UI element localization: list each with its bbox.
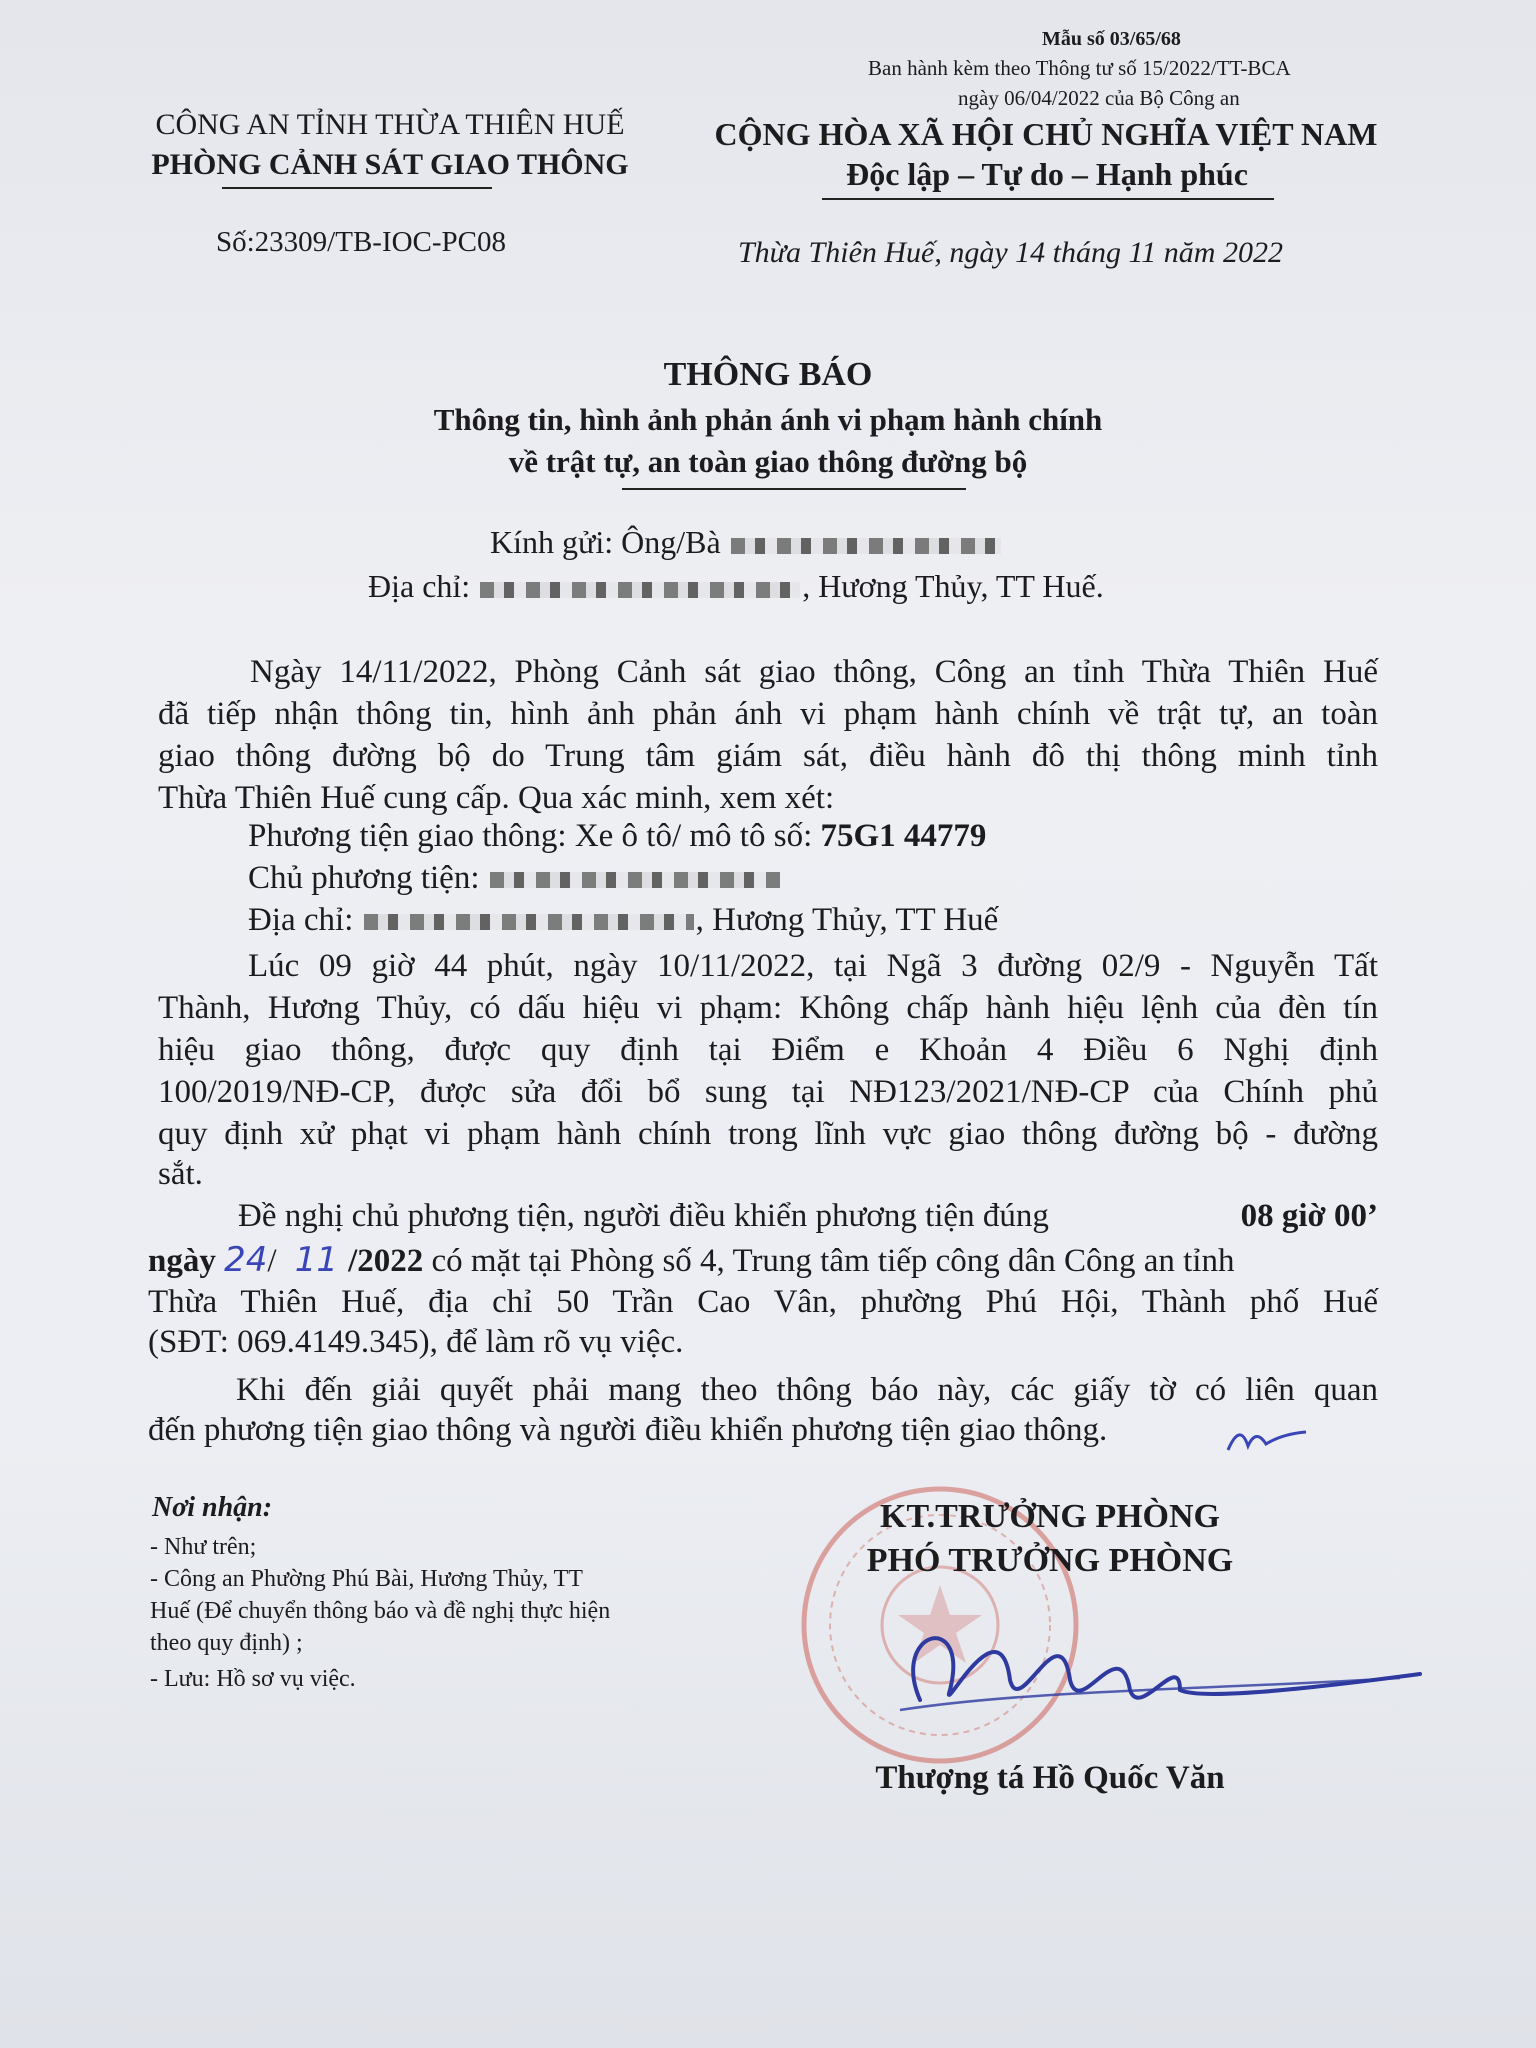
signer-name: Thượng tá Hồ Quốc Văn xyxy=(875,1760,1225,1796)
owner-label: Chủ phương tiện: xyxy=(248,860,480,896)
document-subtitle-1: Thông tin, hình ảnh phản ánh vi phạm hành chính xyxy=(433,402,1103,437)
recipients-item: - Lưu: Hồ sơ vụ việc. xyxy=(150,1666,356,1692)
para2-line: 100/2019/NĐ-CP, được sửa đổi bổ sung tại NĐ123/2021/NĐ-CP của Chính phủ xyxy=(158,1074,1378,1110)
para1-line: Ngày 14/11/2022, Phòng Cảnh sát giao thông, Công an tỉnh Thừa Thiên Huế xyxy=(250,654,1378,690)
para3-line: (SĐT: 069.4149.345), để làm rõ vụ việc. xyxy=(148,1324,684,1360)
recipients-item: - Công an Phường Phú Bài, Hương Thủy, TT xyxy=(150,1566,583,1592)
redacted-name xyxy=(731,538,1001,554)
recipients-item: theo quy định) ; xyxy=(150,1630,303,1656)
appointment-year: /2022 xyxy=(348,1243,424,1279)
recipients-label: Nơi nhận: xyxy=(152,1492,273,1523)
title-underline xyxy=(622,488,966,490)
signature xyxy=(880,1590,1440,1730)
document-number: Số:23309/TB-IOC-PC08 xyxy=(216,226,507,258)
appointment-time: 08 giờ 00’ xyxy=(1240,1198,1378,1234)
para1-line: đã tiếp nhận thông tin, hình ảnh phản ánh vi phạm hành chính về trật tự, an toàn xyxy=(158,696,1378,732)
document-title: THÔNG BÁO xyxy=(663,356,873,393)
vehicle-label: Phương tiện giao thông: Xe ô tô/ mô tô số: xyxy=(248,818,813,854)
form-number: Mẫu số 03/65/68 xyxy=(1042,28,1181,50)
owner-address-line xyxy=(248,902,998,939)
owner-address-label: Địa chỉ: xyxy=(248,902,354,938)
place-date: Thừa Thiên Huế, ngày 14 tháng 11 năm 2022 xyxy=(738,236,1283,269)
initials-mark xyxy=(1222,1418,1312,1458)
agency-name: PHÒNG CẢNH SÁT GIAO THÔNG xyxy=(151,148,629,181)
signer-title-1: KT.TRƯỞNG PHÒNG xyxy=(880,1498,1220,1535)
redacted-owner-address xyxy=(364,914,694,930)
signer-title-2: PHÓ TRƯỞNG PHÒNG xyxy=(866,1542,1234,1579)
para2-line: Thành, Hương Thủy, có dấu hiệu vi phạm: Không chấp hành hiệu lệnh của đèn tín xyxy=(158,990,1378,1026)
recipient-line xyxy=(490,524,1003,561)
address-label: Địa chỉ: xyxy=(368,568,471,604)
redacted-address xyxy=(480,582,800,598)
para3-line: Thừa Thiên Huế, địa chỉ 50 Trần Cao Vân, phường Phú Hội, Thành phố Huế xyxy=(148,1284,1378,1320)
vehicle-line xyxy=(248,818,986,855)
para4-line: Khi đến giải quyết phải mang theo thông báo này, các giấy tờ có liên quan xyxy=(236,1372,1378,1408)
para3-line2-suffix: có mặt tại Phòng số 4, Trung tâm tiếp công dân Công an tỉnh xyxy=(431,1243,1235,1279)
para3-prefix: Đề nghị chủ phương tiện, người điều khiển phương tiện đúng xyxy=(238,1198,1049,1234)
recipient-label: Kính gửi: Ông/Bà xyxy=(490,524,721,560)
handwritten-month: 11 xyxy=(294,1240,339,1280)
agency-parent: CÔNG AN TỈNH THỪA THIÊN HUẾ xyxy=(155,108,625,141)
handwritten-day: 24 xyxy=(224,1240,268,1280)
document-subtitle-2: về trật tự, an toàn giao thông đường bộ xyxy=(508,444,1028,479)
vehicle-plate: 75G1 44779 xyxy=(820,818,987,854)
redacted-owner xyxy=(490,872,780,888)
owner-address-suffix: , Hương Thủy, TT Huế xyxy=(695,902,999,938)
recipients-item: - Như trên; xyxy=(150,1534,257,1560)
address-suffix: , Hương Thủy, TT Huế. xyxy=(802,568,1104,604)
owner-line xyxy=(248,860,782,897)
agency-underline xyxy=(222,187,492,189)
para1-line: giao thông đường bộ do Trung tâm giám sát, điều hành đô thị thông minh tỉnh xyxy=(158,738,1378,774)
slogan-underline xyxy=(822,198,1274,200)
para2-line: sắt. xyxy=(158,1156,203,1192)
para2-line: Lúc 09 giờ 44 phút, ngày 10/11/2022, tại Ngã 3 đường 02/9 - Nguyễn Tất xyxy=(248,948,1378,984)
para3-line1 xyxy=(238,1198,1378,1235)
recipients-item: Huế (Để chuyển thông báo và đề nghị thực hiện xyxy=(150,1598,611,1624)
para2-line: hiệu giao thông, được quy định tại Điểm e Khoản 4 Điều 6 Nghị định xyxy=(158,1032,1378,1068)
recipient-address-line xyxy=(368,568,1104,605)
para1-line: Thừa Thiên Huế cung cấp. Qua xác minh, xem xét: xyxy=(158,780,835,816)
para2-line: quy định xử phạt vi phạm hành chính trong lĩnh vực giao thông đường bộ - đường xyxy=(158,1116,1378,1152)
country-name: CỘNG HÒA XÃ HỘI CHỦ NGHĨA VIỆT NAM xyxy=(714,116,1378,152)
appointment-day-label: ngày xyxy=(148,1243,216,1279)
para4-line: đến phương tiện giao thông và người điều khiển phương tiện giao thông. xyxy=(148,1412,1108,1448)
para3-line2: ngày 24/ 11 /2022 có mặt tại Phòng số 4, Trung tâm tiếp công dân Công an tỉnh xyxy=(148,1240,1235,1280)
form-issued-line2: ngày 06/04/2022 của Bộ Công an xyxy=(958,86,1240,110)
form-issued-line1: Ban hành kèm theo Thông tư số 15/2022/TT-BCA xyxy=(868,56,1291,80)
country-slogan: Độc lập – Tự do – Hạnh phúc xyxy=(846,156,1248,192)
